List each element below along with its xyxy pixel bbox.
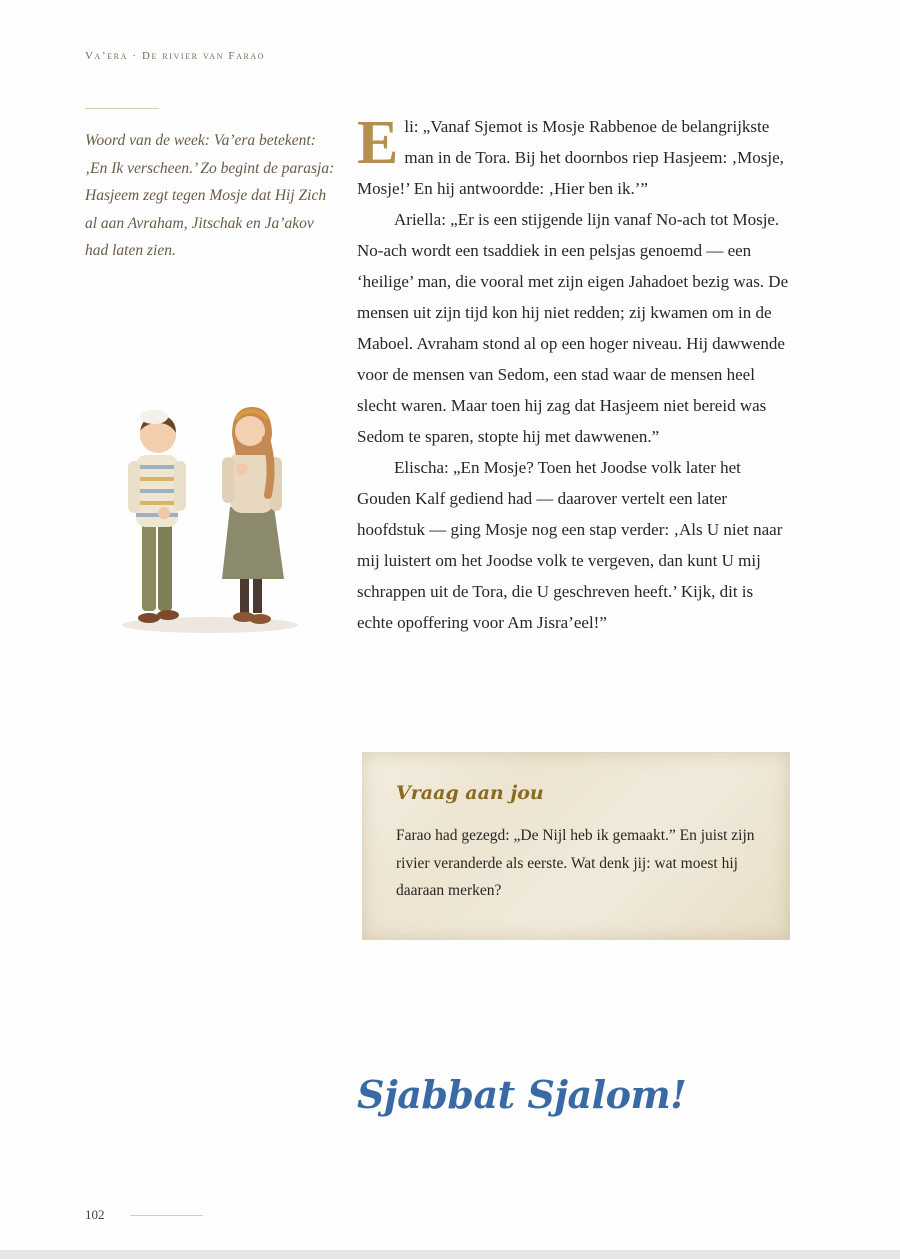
paragraph-elischa: Elischa: „En Mosje? Toen het Joodse volk later het Gouden Kalf gediend had — daarover vertelt een later hoofdstuk — ging Mosje nog een stap verder: ‚Als U niet naar mij luistert om het Joodse volk te vergeven, dan kunt U mij schrappen uit de Tora, die U geschreven heeft.’ Kijk, dit is echte opoffering voor Am Jisra’eel!” [357, 458, 783, 632]
running-header: Va’era · De rivier van Farao [85, 50, 266, 62]
sidebar-divider [85, 108, 159, 109]
question-text: Farao had gezegd: „De Nijl heb ik gemaakt.” En juist zijn rivier veranderde als eerste. Wat denk jij: wat moest hij daaraan merken? [396, 827, 755, 899]
boy-figure [128, 410, 186, 623]
girl-figure [222, 407, 284, 624]
question-title: Vraag aan jou [396, 782, 544, 804]
drop-cap: E [357, 109, 399, 177]
paragraph-eli-text: li: „Vanaf Sjemot is Mosje Rabbenoe de belangrijkste man in de Tora. Bij het doornbos riep Hasjeem: ‚Mosje, Mosje!’ En hij antwoordde: ‚Hier ben ik.’” [357, 117, 784, 198]
question-box [362, 752, 790, 940]
footer-divider [130, 1215, 203, 1216]
children-illustration [118, 395, 303, 640]
word-of-the-week-note: Woord van de week: Va’era betekent: ‚En Ik verscheen.’ Zo begint de parasja: Hasjeem zegt tegen Mosje dat Hij Zich al aan Avraham, Jitschak en Ja’akov had laten zien. [85, 132, 335, 259]
page-number: 102 [85, 1207, 105, 1222]
main-story-text [357, 111, 790, 638]
paragraph-ariella: Ariella: „Er is een stijgende lijn vanaf No-ach tot Mosje. No-ach wordt een tsaddiek in een pelsjas genoemd — een ‘heilige’ man, die vooral met zijn eigen Jahadoet bezig was. De mensen uit zijn tijd kon hij niet redden; zij kwamen om in de Maboel. Avraham stond al op een hoger niveau. Hij dawwende voor de mensen van Sedom, een stad waar de mensen heel slecht waren. Maar toen hij zag dat Hasjeem niet bereid was Sedom te sparen, stopte hij met dawwenen.” [357, 210, 789, 446]
paragraph-eli [357, 111, 790, 204]
closing-greeting: Sjabbat Sjalom! [357, 1072, 687, 1117]
